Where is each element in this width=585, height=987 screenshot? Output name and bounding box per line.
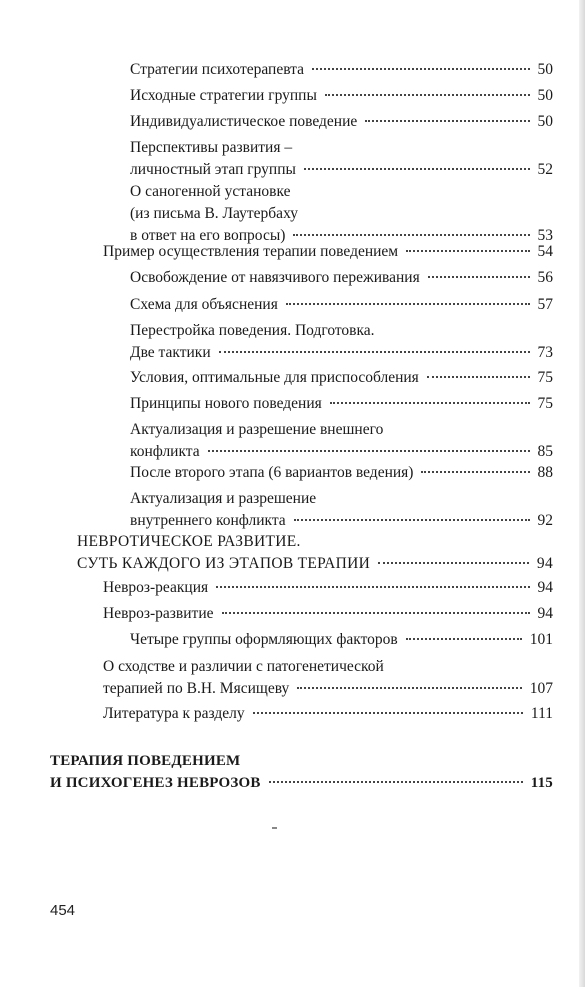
dot-leader: [312, 68, 529, 70]
toc-entry-title: Невроз-развитие: [103, 605, 214, 622]
dot-leader: [406, 250, 529, 252]
toc-page-number: 88: [537, 464, 553, 481]
toc-entry: [130, 367, 553, 389]
toc-page-number: 75: [537, 369, 553, 386]
toc-entry: [130, 59, 553, 81]
toc-entry-title: НЕВРОТИЧЕСКОЕ РАЗВИТИЕ.: [77, 533, 301, 550]
dot-leader: [286, 303, 530, 305]
toc-entry: [130, 488, 553, 532]
toc-entry: [103, 241, 553, 263]
toc-entry-title: Пример осуществления терапии поведением: [103, 243, 399, 260]
toc-page-number: 92: [537, 512, 553, 529]
toc-entry: [130, 462, 553, 484]
toc-page-number: 75: [537, 395, 553, 412]
dot-leader: [216, 586, 529, 588]
toc-entry-title: Две тактики: [130, 344, 211, 361]
toc-entry: [103, 603, 553, 625]
toc-entry: [130, 137, 553, 181]
toc-part-heading: [50, 750, 553, 794]
toc-entry: [130, 419, 553, 463]
dot-leader: [222, 612, 530, 614]
dot-leader: [428, 276, 530, 278]
toc-page-number: 115: [530, 775, 553, 791]
toc-entry-title: Актуализация и разрешение: [130, 490, 317, 507]
toc-entry-title: ТЕРАПИЯ ПОВЕДЕНИЕМ: [50, 753, 241, 769]
toc-entry-title: СУТЬ КАЖДОГО ИЗ ЭТАПОВ ТЕРАПИИ: [77, 555, 371, 572]
dot-leader: [378, 562, 529, 564]
page-number: 454: [50, 902, 76, 919]
toc-entry-title: Освобождение от навязчивого переживания: [130, 269, 420, 286]
dot-leader: [297, 687, 522, 689]
dot-leader: [304, 168, 530, 170]
toc-page-number: 85: [537, 443, 553, 460]
toc-entry-title: Актуализация и разрешение внешнего: [130, 421, 384, 438]
toc-entry: [130, 85, 553, 107]
toc-page-number: 50: [537, 113, 553, 130]
dot-leader: [219, 351, 530, 353]
toc-entry-title: После второго этапа (6 вариантов ведения): [130, 464, 414, 481]
toc-entry: [130, 393, 553, 415]
toc-entry: [130, 181, 553, 247]
toc-entry-title: (из письма В. Лаутербаху: [130, 205, 298, 222]
toc-entry-title: О саногенной установке: [130, 183, 291, 200]
toc-page-number: 94: [536, 555, 553, 572]
toc-entry-title: Условия, оптимальные для приспособления: [130, 369, 419, 386]
dot-leader: [208, 450, 530, 452]
toc-page-number: 50: [537, 61, 553, 78]
toc-entry-title: Невроз-реакция: [103, 579, 209, 596]
toc-page-number: 111: [530, 705, 553, 722]
toc-page-number: 50: [537, 87, 553, 104]
dot-leader: [269, 781, 523, 783]
dot-leader: [253, 712, 523, 714]
toc-page-number: 52: [537, 161, 553, 178]
toc-entry-title: личностный этап группы: [130, 161, 296, 178]
toc-entry: [130, 111, 553, 133]
toc-entry: [103, 656, 553, 700]
toc-entry-title: терапией по В.Н. Мясищеву: [103, 680, 290, 697]
toc-entry: [130, 320, 553, 364]
toc-entry-title: Индивидуалистическое поведение: [130, 113, 358, 130]
toc-entry-title: Принципы нового поведения: [130, 395, 322, 412]
toc-entry: [103, 703, 553, 725]
toc-page-number: 56: [537, 269, 553, 286]
toc-page-number: 54: [537, 243, 553, 260]
toc-page-number: 94: [537, 605, 553, 622]
print-speck: [272, 827, 277, 829]
toc-page-number: 107: [529, 680, 553, 697]
dot-leader: [294, 519, 530, 521]
toc-entry-title: внутреннего конфликта: [130, 512, 286, 529]
toc-page-number: 53: [537, 227, 553, 244]
toc-section-heading: [77, 531, 553, 575]
dot-leader: [365, 120, 529, 122]
toc-entry-title: Литература к разделу: [103, 705, 245, 722]
dot-leader: [427, 376, 530, 378]
toc-entry-title: О сходстве и различии с патогенетической: [103, 658, 384, 675]
dot-leader: [325, 94, 530, 96]
dot-leader: [330, 402, 530, 404]
toc-entry-title: Схема для объяснения: [130, 296, 278, 313]
toc-entry-title: Перспективы развития –: [130, 139, 293, 156]
toc-entry: [130, 294, 553, 316]
toc-page-number: 73: [537, 344, 553, 361]
toc-entry-title: конфликта: [130, 443, 200, 460]
toc-entry-title: Перестройка поведения. Подготовка.: [130, 322, 375, 339]
toc-entry-title: в ответ на его вопросы): [130, 227, 286, 244]
toc-entry-title: Четыре группы оформляющих факторов: [130, 631, 398, 648]
toc-entry: [130, 267, 553, 289]
dot-leader: [406, 638, 522, 640]
toc-entry-title: Стратегии психотерапевта: [130, 61, 305, 78]
dot-leader: [421, 471, 529, 473]
dot-leader: [293, 234, 529, 236]
toc-entry: [130, 629, 553, 651]
toc-page-number: 57: [537, 296, 553, 313]
toc-page-number: 94: [537, 579, 553, 596]
toc-entry-title: Исходные стратегии группы: [130, 87, 317, 104]
toc-entry: [103, 577, 553, 599]
toc-page-number: 101: [529, 631, 553, 648]
toc-entry-title: И ПСИХОГЕНЕЗ НЕВРОЗОВ: [50, 775, 261, 791]
